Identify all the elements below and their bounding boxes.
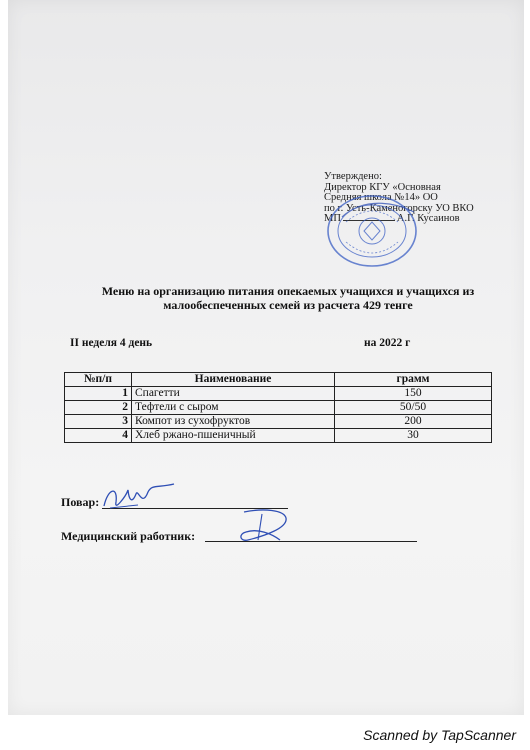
cook-label: Повар: (61, 495, 100, 509)
year-label: на 2022 г (364, 337, 411, 349)
row-name: Спагетти (132, 387, 335, 401)
official-stamp-icon (324, 192, 420, 270)
approval-line-1: Утверждено: (324, 171, 382, 182)
row-grams: 50/50 (335, 401, 492, 415)
menu-table (64, 372, 492, 443)
medical-worker-label: Медицинский работник: (61, 529, 196, 543)
director-name: А.Г. Кусаинов (396, 213, 460, 224)
table-header-row (65, 373, 492, 387)
row-number: 4 (65, 429, 132, 443)
approval-line-4: по г. Усть-Каменогорску УО ВКО (324, 202, 474, 214)
row-grams: 150 (335, 387, 492, 401)
cook-signature-icon (98, 478, 178, 518)
row-number: 1 (65, 387, 132, 401)
scanner-watermark: Scanned by TapScanner (363, 727, 516, 743)
row-grams: 200 (335, 415, 492, 429)
table-row (65, 387, 492, 401)
header-grams: грамм (335, 373, 492, 387)
approval-line-2: Директор КГУ «Основная (324, 181, 441, 193)
row-name: Компот из сухофруктов (132, 415, 335, 429)
row-name: Тефтели с сыром (132, 401, 335, 415)
header-number: №п/п (65, 373, 132, 387)
row-grams: 30 (335, 429, 492, 443)
stamp-place-label: МП (324, 213, 341, 224)
menu-title: Меню на организацию питания опекаемых учащихся и учащихся из малообеспеченных семей из расчета 429 тенге (101, 284, 475, 312)
medical-signature-icon (234, 506, 294, 548)
row-number: 2 (65, 401, 132, 415)
week-day-label: II неделя 4 день (70, 337, 153, 349)
row-number: 3 (65, 415, 132, 429)
row-name: Хлеб ржано-пшеничный (132, 429, 335, 443)
table-row (65, 401, 492, 415)
approval-line-3: Средняя школа №14» ОО (324, 192, 438, 203)
table-row (65, 429, 492, 443)
table-row (65, 415, 492, 429)
document-page (8, 0, 524, 715)
header-name: Наименование (132, 373, 335, 387)
